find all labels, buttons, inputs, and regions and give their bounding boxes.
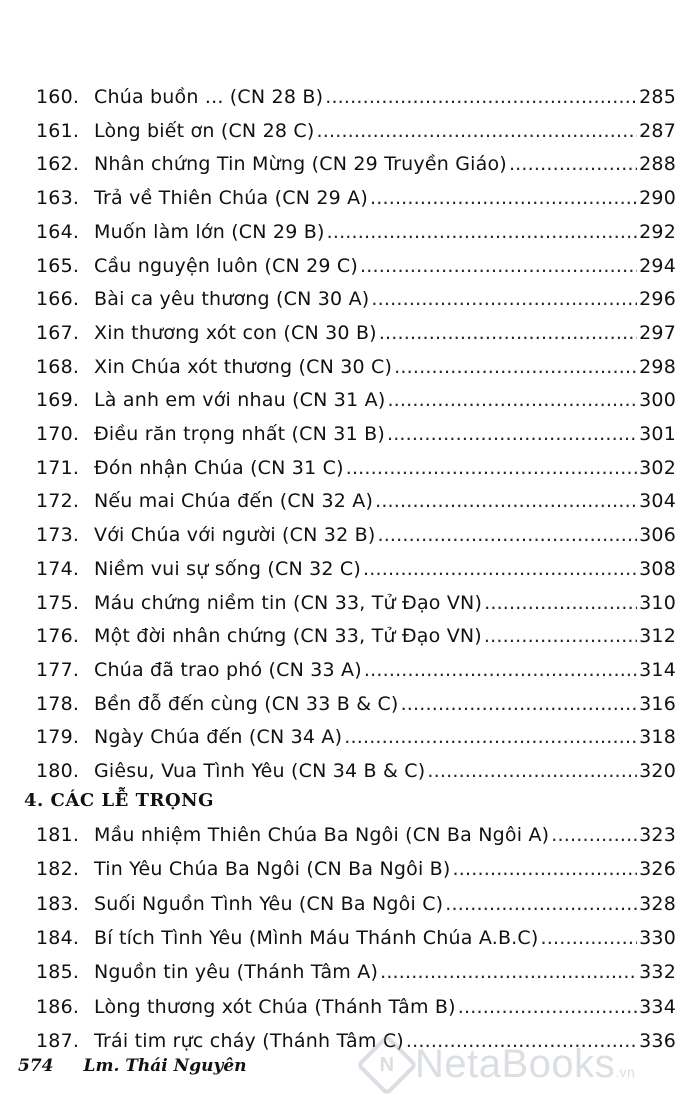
entry-page-number: 310 <box>639 591 676 614</box>
toc-entry <box>36 726 676 756</box>
entry-title: Giêsu, Vua Tình Yêu (CN 34 B & C) <box>94 760 426 782</box>
entry-page-number: 301 <box>639 423 676 445</box>
dot-leader <box>458 996 637 1018</box>
entry-number: 171. <box>36 456 80 479</box>
dot-leader <box>371 288 637 310</box>
toc-entry <box>36 187 676 217</box>
dot-leader <box>541 927 638 949</box>
toc-entry <box>36 120 676 150</box>
dot-leader <box>344 726 637 748</box>
entry-title: Muốn làm lớn (CN 29 B) <box>94 220 325 243</box>
dot-leader <box>387 389 637 411</box>
entry-page-number: 288 <box>639 153 676 176</box>
entry-number: 169. <box>36 389 80 412</box>
entry-title: Lòng biết ơn (CN 28 C) <box>94 119 315 142</box>
toc-entry <box>36 490 676 520</box>
entry-number: 160. <box>36 86 80 108</box>
dot-leader <box>377 524 637 546</box>
toc-entry <box>36 824 676 854</box>
entry-number: 173. <box>36 524 80 547</box>
entry-page-number: 320 <box>639 760 676 782</box>
watermark-brand: NetaBooks.vn <box>415 1042 636 1086</box>
entry-title: Đón nhận Chúa (CN 31 C) <box>94 456 344 479</box>
dot-leader <box>387 423 637 445</box>
dot-leader <box>360 255 637 277</box>
entry-page-number: 334 <box>639 995 676 1018</box>
entry-title: Cầu nguyện luôn (CN 29 C) <box>94 254 359 277</box>
entry-title: Chúa đã trao phó (CN 33 A) <box>94 658 362 681</box>
entry-title: Nguồn tin yêu (Thánh Tâm A) <box>94 961 379 984</box>
dot-leader <box>394 356 637 378</box>
entry-page-number: 330 <box>639 926 676 949</box>
dot-leader <box>445 893 637 915</box>
entry-page-number: 300 <box>639 389 676 412</box>
dot-leader <box>316 120 637 142</box>
entry-title: Với Chúa với người (CN 32 B) <box>94 524 376 547</box>
entry-number: 180. <box>36 760 80 782</box>
entry-page-number: 306 <box>639 524 676 547</box>
entry-title: Nếu mai Chúa đến (CN 32 A) <box>94 490 374 513</box>
entry-title: Chúa buồn ... (CN 28 B) <box>94 86 324 108</box>
entry-number: 185. <box>36 961 80 984</box>
entry-number: 162. <box>36 153 80 176</box>
toc-entry <box>36 760 676 790</box>
entry-title: Mầu nhiệm Thiên Chúa Ba Ngôi (CN Ba Ngôi A) <box>94 824 550 846</box>
section-heading: 4. CÁC LỄ TRỌNG <box>24 790 214 811</box>
entry-title: Tin Yêu Chúa Ba Ngôi (CN Ba Ngôi B) <box>94 858 451 881</box>
entry-number: 186. <box>36 995 80 1018</box>
toc-entry <box>36 592 676 622</box>
dot-leader <box>453 858 638 880</box>
toc-entry <box>36 893 676 923</box>
entry-number: 176. <box>36 625 80 648</box>
toc-entry <box>36 457 676 487</box>
dot-leader <box>427 760 637 782</box>
toc-entry <box>36 659 676 689</box>
dot-leader <box>484 592 637 614</box>
entry-page-number: 308 <box>639 557 676 580</box>
dot-leader <box>401 693 638 715</box>
entry-title: Xin Chúa xót thương (CN 30 C) <box>94 355 393 378</box>
entry-number: 175. <box>36 591 80 614</box>
dot-leader <box>484 625 637 647</box>
entry-page-number: 332 <box>639 961 676 984</box>
entry-number: 168. <box>36 355 80 378</box>
toc-entry <box>36 288 676 318</box>
dot-leader <box>325 86 637 108</box>
entry-page-number: 285 <box>639 86 676 108</box>
entry-title: Trái tim rực cháy (Thánh Tâm C) <box>94 1029 404 1052</box>
entry-number: 170. <box>36 423 80 445</box>
entry-number: 178. <box>36 692 80 715</box>
dot-leader <box>379 322 637 344</box>
entry-title: Một đời nhân chứng (CN 33, Tử Đạo VN) <box>94 625 482 648</box>
entry-title: Nhân chứng Tin Mừng (CN 29 Truyền Giáo) <box>94 153 507 176</box>
toc-entry <box>36 423 676 453</box>
entry-page-number: 292 <box>639 220 676 243</box>
entry-page-number: 314 <box>639 658 676 681</box>
entry-page-number: 297 <box>639 321 676 344</box>
toc-entry <box>36 927 676 957</box>
dot-leader <box>375 490 637 512</box>
toc-entry <box>36 153 676 183</box>
entry-number: 187. <box>36 1029 80 1052</box>
entry-number: 181. <box>36 824 80 846</box>
entry-number: 161. <box>36 119 80 142</box>
entry-title: Ngày Chúa đến (CN 34 A) <box>94 726 343 749</box>
entry-number: 184. <box>36 926 80 949</box>
toc-entry <box>36 693 676 723</box>
entry-title: Là anh em với nhau (CN 31 A) <box>94 389 386 412</box>
toc-entry <box>36 524 676 554</box>
dot-leader <box>509 153 637 175</box>
dot-leader <box>346 457 637 479</box>
entry-number: 166. <box>36 288 80 311</box>
entry-page-number: 316 <box>639 692 676 715</box>
entry-page-number: 328 <box>639 892 676 915</box>
entry-page-number: 296 <box>639 288 676 311</box>
toc-entry <box>36 322 676 352</box>
entry-title: Bền đỗ đến cùng (CN 33 B & C) <box>94 692 399 715</box>
entry-title: Lòng thương xót Chúa (Thánh Tâm B) <box>94 995 456 1018</box>
toc-entry <box>36 625 676 655</box>
entry-number: 183. <box>36 892 80 915</box>
entry-number: 174. <box>36 557 80 580</box>
entry-title: Điều răn trọng nhất (CN 31 B) <box>94 423 385 445</box>
entry-number: 163. <box>36 187 80 210</box>
entry-title: Suối Nguồn Tình Yêu (CN Ba Ngôi C) <box>94 892 444 915</box>
entry-number: 177. <box>36 658 80 681</box>
toc-entry <box>36 221 676 251</box>
entry-page-number: 290 <box>639 187 676 210</box>
entry-page-number: 326 <box>639 858 676 881</box>
entry-page-number: 287 <box>639 119 676 142</box>
entry-page-number: 294 <box>639 254 676 277</box>
netabooks-logo-icon: N <box>356 1033 418 1095</box>
entry-number: 182. <box>36 858 80 881</box>
entry-page-number: 302 <box>639 456 676 479</box>
toc-entry <box>36 389 676 419</box>
entry-title: Máu chứng niềm tin (CN 33, Tử Đạo VN) <box>94 591 483 614</box>
entry-title: Bí tích Tình Yêu (Mình Máu Thánh Chúa A.B.C) <box>94 926 539 949</box>
dot-leader <box>551 824 637 846</box>
entry-title: Trả về Thiên Chúa (CN 29 A) <box>94 187 368 210</box>
dot-leader <box>370 187 637 209</box>
toc-entry <box>36 858 676 888</box>
entry-number: 172. <box>36 490 80 513</box>
toc-entry <box>36 558 676 588</box>
page-number: 574 <box>18 1056 54 1076</box>
toc-entry <box>36 86 676 116</box>
author-name: Lm. Thái Nguyên <box>83 1056 247 1076</box>
entry-title: Xin thương xót con (CN 30 B) <box>94 321 377 344</box>
entry-page-number: 323 <box>639 824 676 846</box>
entry-page-number: 304 <box>639 490 676 513</box>
page-footer <box>18 1056 247 1076</box>
entry-title: Bài ca yêu thương (CN 30 A) <box>94 288 370 311</box>
dot-leader <box>327 221 638 243</box>
entry-page-number: 318 <box>639 726 676 749</box>
entry-number: 179. <box>36 726 80 749</box>
entry-page-number: 298 <box>639 355 676 378</box>
entry-page-number: 312 <box>639 625 676 648</box>
entry-number: 165. <box>36 254 80 277</box>
dot-leader <box>364 659 637 681</box>
netabooks-watermark <box>365 1042 635 1087</box>
entry-page-number: 336 <box>639 1029 676 1052</box>
entry-number: 164. <box>36 220 80 243</box>
entry-title: Niềm vui sự sống (CN 32 C) <box>94 557 362 580</box>
dot-leader <box>363 558 637 580</box>
toc-entry <box>36 996 676 1026</box>
dot-leader <box>380 961 637 983</box>
toc-entry <box>36 961 676 991</box>
entry-number: 167. <box>36 321 80 344</box>
toc-entry <box>36 356 676 386</box>
toc-entry <box>36 255 676 285</box>
